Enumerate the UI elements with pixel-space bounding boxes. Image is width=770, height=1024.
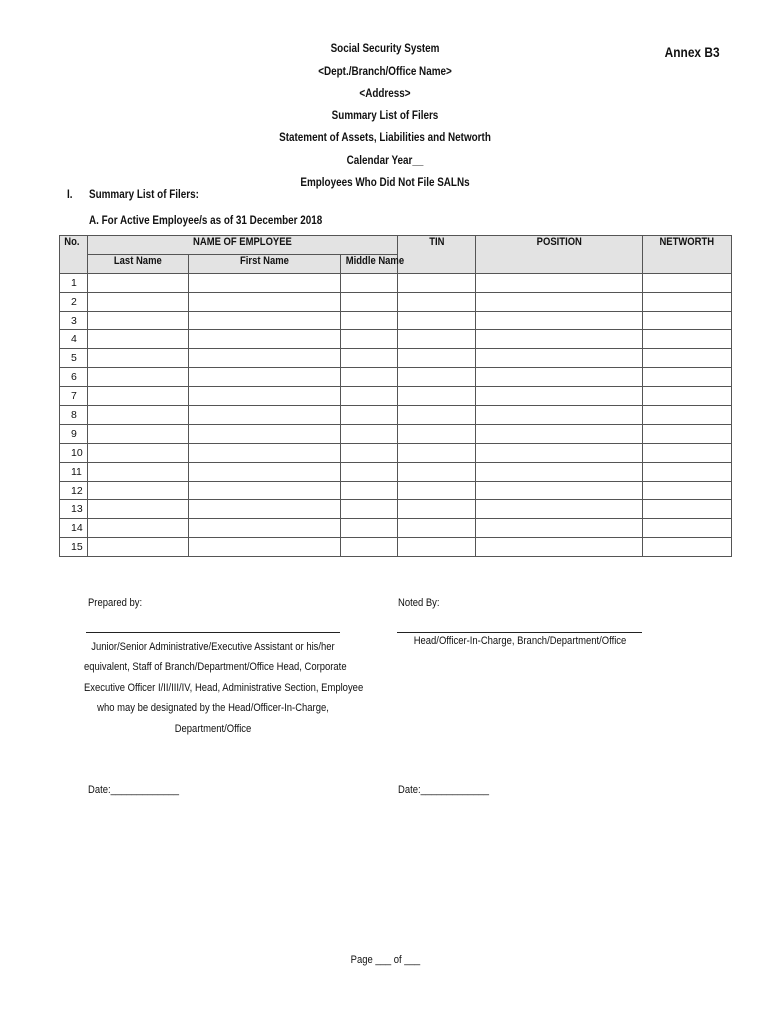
middle-name-cell[interactable] <box>341 387 398 406</box>
networth-cell[interactable] <box>643 406 732 425</box>
last-name-cell[interactable] <box>88 519 189 538</box>
last-name-cell[interactable] <box>88 273 189 292</box>
header-line-statement: Statement of Assets, Liabilities and Networth <box>279 132 491 144</box>
first-name-cell[interactable] <box>189 273 341 292</box>
tin-cell[interactable] <box>398 519 476 538</box>
row-number: 4 <box>60 330 88 349</box>
subsection-title: A. For Active Employee/s as of 31 December 2018 <box>89 215 323 227</box>
last-name-cell[interactable] <box>88 387 189 406</box>
last-name-cell[interactable] <box>88 500 189 519</box>
tin-cell[interactable] <box>398 462 476 481</box>
col-header-networth: NETWORTH <box>643 236 732 274</box>
tin-cell[interactable] <box>398 368 476 387</box>
col-header-no: No. <box>60 236 88 274</box>
middle-name-cell[interactable] <box>341 368 398 387</box>
page-number-text: Page ___ of ___ <box>350 954 420 966</box>
last-name-cell[interactable] <box>88 424 189 443</box>
tin-cell[interactable] <box>398 292 476 311</box>
header-line-org: Social Security System <box>330 43 440 55</box>
col-header-name: NAME OF EMPLOYEE <box>88 236 398 255</box>
first-name-cell[interactable] <box>189 443 341 462</box>
col-header-tin: TIN <box>398 236 476 274</box>
last-name-cell[interactable] <box>88 481 189 500</box>
position-cell[interactable] <box>476 368 643 387</box>
middle-name-cell[interactable] <box>341 500 398 519</box>
row-number: 1 <box>60 273 88 292</box>
position-cell[interactable] <box>476 500 643 519</box>
position-cell[interactable] <box>476 406 643 425</box>
row-number: 2 <box>60 292 88 311</box>
first-name-cell[interactable] <box>189 368 341 387</box>
middle-name-cell[interactable] <box>341 311 398 330</box>
tin-cell[interactable] <box>398 424 476 443</box>
row-number: 5 <box>60 349 88 368</box>
row-number: 14 <box>60 519 88 538</box>
noted-by-description: Head/Officer-In-Charge, Branch/Department/Office <box>413 635 627 647</box>
networth-cell[interactable] <box>643 311 732 330</box>
prepared-desc-line: Department/Office <box>174 722 252 735</box>
prepared-desc-line: equivalent, Staff of Branch/Department/Office Head, Corporate <box>84 661 347 674</box>
first-name-cell[interactable] <box>189 462 341 481</box>
first-name-cell[interactable] <box>189 481 341 500</box>
table-row <box>60 273 732 292</box>
header-line-summary: Summary List of Filers <box>331 110 439 122</box>
middle-name-cell[interactable] <box>341 330 398 349</box>
tin-cell[interactable] <box>398 349 476 368</box>
table-row <box>60 538 732 557</box>
tin-cell[interactable] <box>398 311 476 330</box>
row-number: 10 <box>60 443 88 462</box>
networth-cell[interactable] <box>643 481 732 500</box>
table-row <box>60 406 732 425</box>
table-row <box>60 368 732 387</box>
row-number: 9 <box>60 424 88 443</box>
prepared-desc-line: Junior/Senior Administrative/Executive Assistant or his/her <box>91 641 335 653</box>
networth-cell[interactable] <box>643 368 732 387</box>
table-row <box>60 443 732 462</box>
table-row <box>60 424 732 443</box>
tin-cell[interactable] <box>398 481 476 500</box>
middle-name-cell[interactable] <box>341 406 398 425</box>
tin-cell[interactable] <box>398 387 476 406</box>
networth-cell[interactable] <box>643 387 732 406</box>
position-cell[interactable] <box>476 311 643 330</box>
middle-name-cell[interactable] <box>341 349 398 368</box>
filers-table <box>59 235 732 557</box>
row-number: 8 <box>60 406 88 425</box>
last-name-cell[interactable] <box>88 330 189 349</box>
tin-cell[interactable] <box>398 406 476 425</box>
page-number-footer <box>300 950 470 968</box>
networth-cell[interactable] <box>643 292 732 311</box>
prepared-signature-line <box>86 632 340 633</box>
prepared-by-label: Prepared by: <box>88 597 143 609</box>
networth-cell[interactable] <box>643 500 732 519</box>
position-cell[interactable] <box>476 349 643 368</box>
date-field-prepared[interactable]: Date:_____________ <box>88 784 180 796</box>
first-name-cell[interactable] <box>189 500 341 519</box>
networth-cell[interactable] <box>643 538 732 557</box>
table-row <box>60 500 732 519</box>
table-row <box>60 387 732 406</box>
tin-cell[interactable] <box>398 538 476 557</box>
prepared-desc-line: who may be designated by the Head/Officer-In-Charge, <box>97 702 329 715</box>
position-cell[interactable] <box>476 519 643 538</box>
row-number: 3 <box>60 311 88 330</box>
first-name-cell[interactable] <box>189 538 341 557</box>
middle-name-cell[interactable] <box>341 424 398 443</box>
last-name-cell[interactable] <box>88 538 189 557</box>
position-cell[interactable] <box>476 330 643 349</box>
row-number: 12 <box>60 481 88 500</box>
last-name-cell[interactable] <box>88 462 189 481</box>
section-title: Summary List of Filers: <box>89 189 199 201</box>
row-number: 6 <box>60 368 88 387</box>
networth-cell[interactable] <box>643 273 732 292</box>
last-name-cell[interactable] <box>88 443 189 462</box>
networth-cell[interactable] <box>643 443 732 462</box>
last-name-cell[interactable] <box>88 368 189 387</box>
middle-name-cell[interactable] <box>341 292 398 311</box>
first-name-cell[interactable] <box>189 406 341 425</box>
first-name-cell[interactable] <box>189 311 341 330</box>
networth-cell[interactable] <box>643 330 732 349</box>
row-number: 11 <box>60 462 88 481</box>
tin-cell[interactable] <box>398 500 476 519</box>
table-row <box>60 481 732 500</box>
position-cell[interactable] <box>476 462 643 481</box>
table-row <box>60 330 732 349</box>
table-row <box>60 311 732 330</box>
col-header-position: POSITION <box>476 236 643 274</box>
table-row <box>60 292 732 311</box>
header-line-address: <Address> <box>359 88 411 100</box>
table-row <box>60 519 732 538</box>
first-name-cell[interactable] <box>189 292 341 311</box>
section-number: I. <box>67 189 73 201</box>
noted-by-label: Noted By: <box>398 597 440 609</box>
networth-cell[interactable] <box>643 519 732 538</box>
position-cell[interactable] <box>476 481 643 500</box>
middle-name-cell[interactable] <box>341 519 398 538</box>
row-number: 7 <box>60 387 88 406</box>
middle-name-cell[interactable] <box>341 538 398 557</box>
col-header-first-name: First Name <box>189 254 341 273</box>
networth-cell[interactable] <box>643 349 732 368</box>
position-cell[interactable] <box>476 538 643 557</box>
position-cell[interactable] <box>476 292 643 311</box>
position-cell[interactable] <box>476 387 643 406</box>
first-name-cell[interactable] <box>189 349 341 368</box>
position-cell[interactable] <box>476 443 643 462</box>
tin-cell[interactable] <box>398 443 476 462</box>
col-header-middle-name: Middle Name <box>341 254 398 273</box>
col-header-last-name: Last Name <box>88 254 189 273</box>
date-field-noted[interactable]: Date:_____________ <box>398 784 490 796</box>
header-line-year: Calendar Year__ <box>346 155 424 167</box>
networth-cell[interactable] <box>643 424 732 443</box>
prepared-desc-line: Executive Officer I/II/III/IV, Head, Administrative Section, Employee <box>84 681 364 694</box>
first-name-cell[interactable] <box>189 424 341 443</box>
last-name-cell[interactable] <box>88 406 189 425</box>
middle-name-cell[interactable] <box>341 462 398 481</box>
row-number: 15 <box>60 538 88 557</box>
first-name-cell[interactable] <box>189 330 341 349</box>
tin-cell[interactable] <box>398 273 476 292</box>
first-name-cell[interactable] <box>189 387 341 406</box>
header-line-office: <Dept./Branch/Office Name> <box>318 66 452 78</box>
first-name-cell[interactable] <box>189 519 341 538</box>
prepared-by-description <box>63 637 363 739</box>
last-name-cell[interactable] <box>88 311 189 330</box>
table-row <box>60 349 732 368</box>
middle-name-cell[interactable] <box>341 443 398 462</box>
middle-name-cell[interactable] <box>341 273 398 292</box>
networth-cell[interactable] <box>643 462 732 481</box>
annex-label: Annex B3 <box>665 44 720 60</box>
last-name-cell[interactable] <box>88 292 189 311</box>
last-name-cell[interactable] <box>88 349 189 368</box>
row-number: 13 <box>60 500 88 519</box>
table-row <box>60 462 732 481</box>
position-cell[interactable] <box>476 273 643 292</box>
tin-cell[interactable] <box>398 330 476 349</box>
position-cell[interactable] <box>476 424 643 443</box>
middle-name-cell[interactable] <box>341 481 398 500</box>
header-line-employees: Employees Who Did Not File SALNs <box>300 177 470 189</box>
